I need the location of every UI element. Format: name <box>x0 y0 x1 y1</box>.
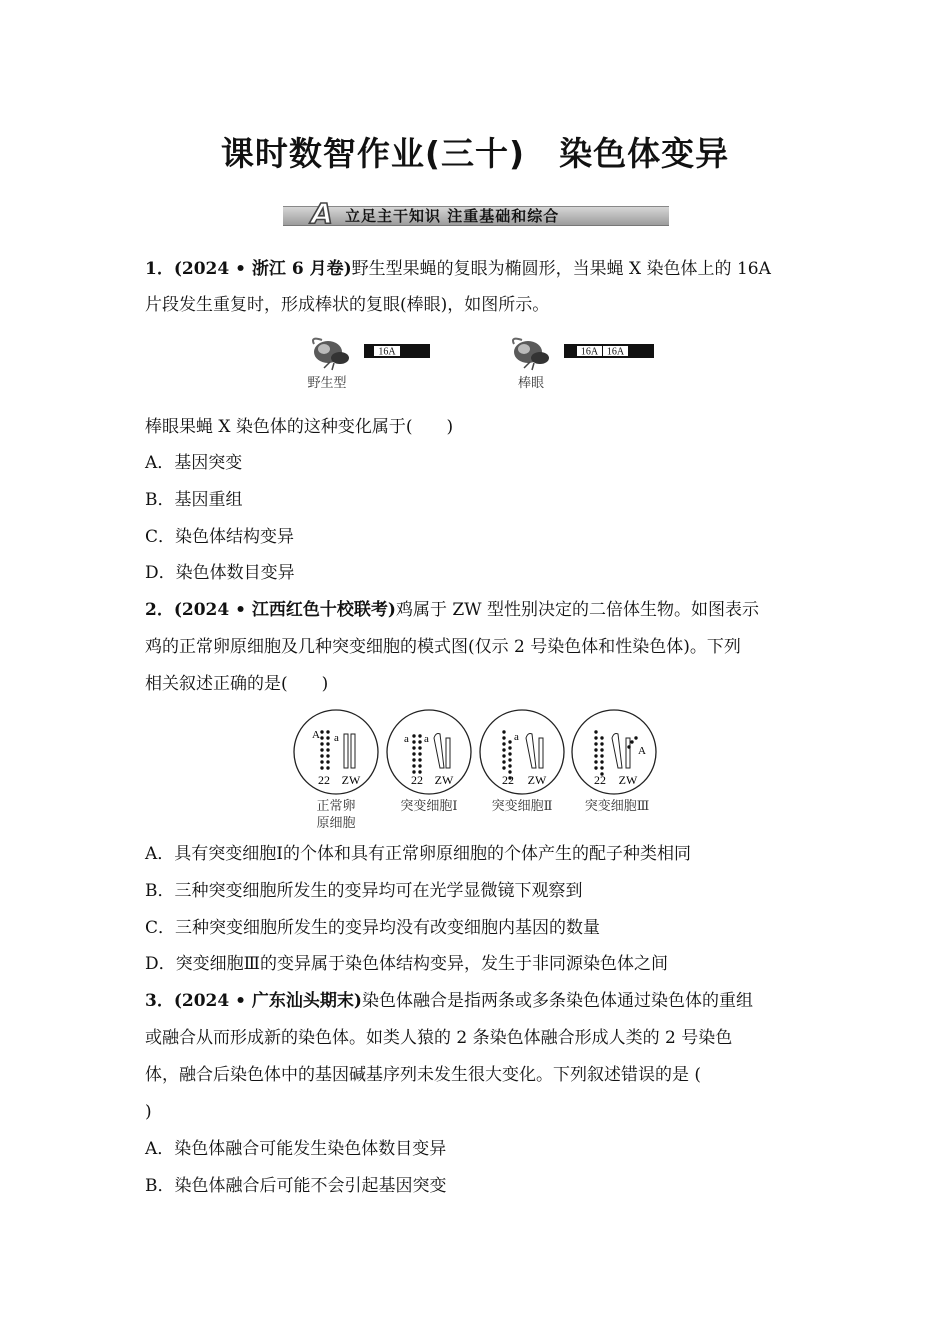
cell3-gene-a-upper: A <box>638 745 646 757</box>
q1-option-b[interactable]: B．基因重组 <box>145 490 243 510</box>
q3-stem-line4: ) <box>145 1102 152 1122</box>
cell2-zw: ZW <box>527 773 547 787</box>
cell3-zw: ZW <box>618 773 638 787</box>
q1-question: 棒眼果蝇 X 染色体的这种变化属于( ) <box>145 417 454 437</box>
q3-stem-line3: 体，融合后染色体中的基因碱基序列未发生很大变化。下列叙述错误的是 ( <box>145 1065 702 1085</box>
cell0-zw: ZW <box>341 773 361 787</box>
q1-stem-text: 野生型果蝇的复眼为椭圆形，当果蝇 X 染色体上的 16A <box>351 259 771 279</box>
q1-option-a[interactable]: A．基因突变 <box>145 453 243 473</box>
bar-eye-fly-icon <box>513 339 549 370</box>
cell2-label: 突变细胞Ⅱ <box>491 799 553 814</box>
cell0-22: 22 <box>318 773 330 787</box>
cell1-gene-a2: a <box>424 733 429 745</box>
q3-stem-line2: 或融合从而形成新的染色体。如类人猿的 2 条染色体融合形成人类的 2 号染色 <box>145 1028 733 1048</box>
q3-source: (2024 • 广东汕头期末) <box>173 991 362 1011</box>
q2-stem-line3: 相关叙述正确的是( ) <box>145 674 329 694</box>
cell1-zw: ZW <box>434 773 454 787</box>
q1-number: 1． <box>145 259 174 279</box>
cell0-label-line2: 原细胞 <box>316 816 356 831</box>
cell3-22: 22 <box>594 773 606 787</box>
q2-stem-text: 鸡属于 ZW 型性别决定的二倍体生物。如图表示 <box>395 600 760 620</box>
page-title: 课时数智作业(三十) 染色体变异 <box>220 134 730 173</box>
wild-type-fly-icon <box>313 339 349 370</box>
cell2-gene-a: a <box>514 731 519 743</box>
cell-mutant-3 <box>572 710 656 794</box>
q1-option-d[interactable]: D．染色体数目变异 <box>145 563 295 583</box>
q2-number: 2． <box>145 600 174 620</box>
bar-eye-label: 棒眼 <box>517 376 544 391</box>
q3-stem-text: 染色体融合是指两条或多条染色体通过染色体的重组 <box>361 991 753 1011</box>
q2-option-b[interactable]: B．三种突变细胞所发生的变异均可在光学显微镜下观察到 <box>145 881 583 901</box>
banner-text: 立足主干知识 注重基础和综合 <box>345 207 560 225</box>
cell0-label-line1: 正常卵 <box>316 799 356 814</box>
cell-mutant-2 <box>480 710 564 794</box>
cell-mutant-1 <box>387 710 471 794</box>
cell1-gene-a1: a <box>404 733 409 745</box>
q1-option-c[interactable]: C．染色体结构变异 <box>145 527 295 547</box>
q2-option-a[interactable]: A．具有突变细胞Ⅰ的个体和具有正常卵原细胞的个体产生的配子种类相同 <box>145 844 691 864</box>
cell0-gene-a-lower: a <box>334 732 339 744</box>
q1-stem-line2: 片段发生重复时，形成棒状的复眼(棒眼)，如图所示。 <box>145 295 550 315</box>
wild-type-label: 野生型 <box>307 376 347 391</box>
q3-option-b[interactable]: B．染色体融合后可能不会引起基因突变 <box>145 1176 447 1196</box>
q2-stem-line2: 鸡的正常卵原细胞及几种突变细胞的模式图(仅示 2 号染色体和性染色体)。下列 <box>145 637 741 657</box>
cell1-label: 突变细胞Ⅰ <box>400 799 458 814</box>
q2-figure <box>290 708 662 800</box>
cell-normal <box>294 710 378 794</box>
q3-option-a[interactable]: A．染色体融合可能发生染色体数目变异 <box>145 1139 447 1159</box>
wild-16a-label: 16A <box>378 346 396 358</box>
q1-source: (2024 • 浙江 6 月卷) <box>173 259 352 279</box>
cell0-gene-a-upper: A <box>312 729 320 741</box>
cell2-22: 22 <box>502 773 514 787</box>
q1-figure <box>300 332 670 392</box>
q2-option-c[interactable]: C．三种突变细胞所发生的变异均没有改变细胞内基因的数量 <box>145 918 601 938</box>
bar-16a-label-2: 16A <box>606 346 625 358</box>
cell1-22: 22 <box>411 773 423 787</box>
section-badge-a-icon: A <box>311 197 333 230</box>
q1-stem-line1 <box>145 258 771 280</box>
section-banner <box>283 197 669 230</box>
q3-number: 3． <box>145 991 174 1011</box>
bar-16a-label-1: 16A <box>580 346 599 358</box>
q3-stem-line1 <box>145 990 753 1012</box>
q2-stem-line1 <box>145 599 759 621</box>
cell3-label: 突变细胞Ⅲ <box>584 799 650 814</box>
q2-source: (2024 • 江西红色十校联考) <box>173 600 396 620</box>
q2-option-d[interactable]: D．突变细胞Ⅲ的变异属于染色体结构变异，发生于非同源染色体之间 <box>145 954 669 974</box>
